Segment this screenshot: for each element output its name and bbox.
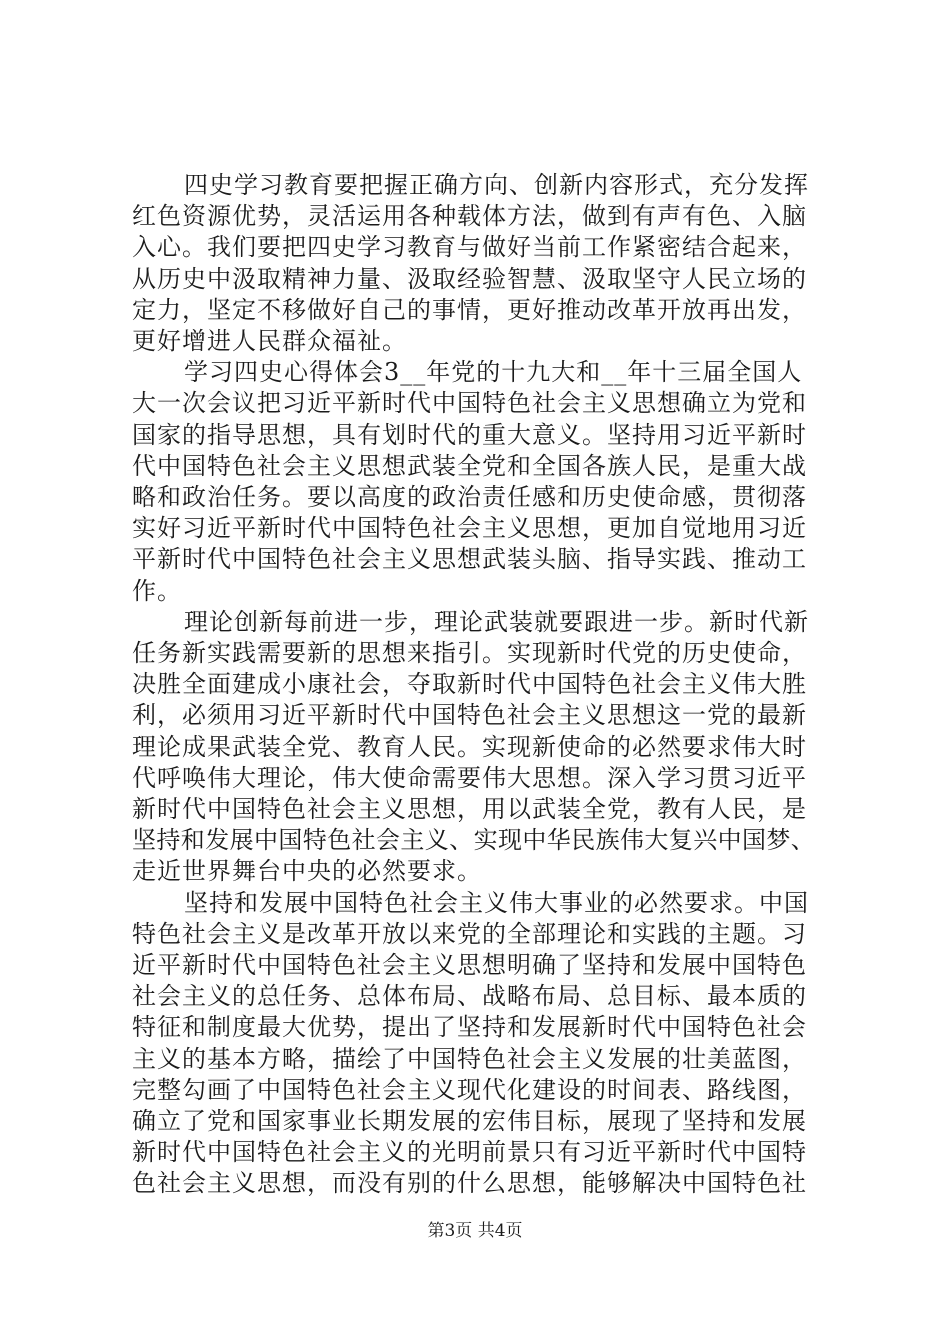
text-line: 四史学习教育要把握正确方向、创新内容形式，充分发挥: [184, 171, 809, 199]
text-line: 新时代中国特色社会主义的光明前景只有习近平新时代中国特: [132, 1138, 807, 1167]
text-line: 实好习近平新时代中国特色社会主义思想，更加自觉地用习近: [132, 514, 807, 543]
text-line: 学习四史心得体会3__年党的十九大和__年十三届全国人: [184, 358, 803, 387]
text-line: 代中国特色社会主义思想武装全党和全国各族人民，是重大战: [132, 451, 807, 480]
text-line: 理论成果武装全党、教育人民。实现新使命的必然要求伟大时: [132, 732, 807, 761]
text-line: 决胜全面建成小康社会，夺取新时代中国特色社会主义伟大胜: [132, 670, 807, 699]
text-line: 更好增进人民群众福祉。: [132, 327, 407, 355]
text-line: 代呼唤伟大理论，伟大使命需要伟大思想。深入学习贯习近平: [132, 763, 807, 792]
page-number-footer: 第3页 共4页: [427, 1221, 523, 1241]
text-line: 利，必须用习近平新时代中国特色社会主义思想这一党的最新: [132, 701, 807, 730]
text-line: 新时代中国特色社会主义思想，用以武装全党，教有人民，是: [132, 795, 807, 823]
text-line: 社会主义的总任务、总体布局、战略布局、总目标、最本质的: [132, 982, 807, 1011]
text-line: 大一次会议把习近平新时代中国特色社会主义思想确立为党和: [132, 389, 807, 418]
text-line: 特色社会主义是改革开放以来党的全部理论和实践的主题。习: [132, 919, 807, 948]
text-line: 理论创新每前进一步，理论武装就要跟进一步。新时代新: [184, 607, 809, 636]
text-line: 坚持和发展中国特色社会主义、实现中华民族伟大复兴中国梦、: [132, 826, 816, 855]
text-line: 坚持和发展中国特色社会主义伟大事业的必然要求。中国: [184, 888, 809, 917]
text-line: 近平新时代中国特色社会主义思想明确了坚持和发展中国特色: [132, 951, 807, 979]
text-line: 国家的指导思想，具有划时代的重大意义。坚持用习近平新时: [132, 420, 807, 449]
text-line: 主义的基本方略，描绘了中国特色社会主义发展的壮美蓝图，: [132, 1044, 807, 1073]
text-line: 平新时代中国特色社会主义思想武装头脑、指导实践、推动工: [132, 545, 807, 574]
text-line: 任务新实践需要新的思想来指引。实现新时代党的历史使命，: [132, 639, 807, 667]
text-line: 色社会主义思想，而没有别的什么思想，能够解决中国特色社: [132, 1169, 807, 1198]
text-line: 入心。我们要把四史学习教育与做好当前工作紧密结合起来，: [132, 233, 807, 262]
text-line: 红色资源优势，灵活运用各种载体方法，做到有声有色、入脑: [132, 202, 807, 231]
text-line: 走近世界舞台中央的必然要求。: [132, 857, 482, 886]
text-line: 完整勾画了中国特色社会主义现代化建设的时间表、路线图，: [132, 1075, 807, 1104]
text-line: 从历史中汲取精神力量、汲取经验智慧、汲取坚守人民立场的: [132, 264, 807, 293]
text-line: 定力，坚定不移做好自己的事情，更好推动改革开放再出发，: [132, 295, 807, 324]
text-line: 确立了党和国家事业长期发展的宏伟目标，展现了坚持和发展: [132, 1107, 807, 1135]
text-line: 特征和制度最大优势，提出了坚持和发展新时代中国特色社会: [132, 1013, 807, 1042]
text-line: 略和政治任务。要以高度的政治责任感和历史使命感，贯彻落: [132, 483, 807, 511]
text-line: 作。: [132, 576, 182, 605]
